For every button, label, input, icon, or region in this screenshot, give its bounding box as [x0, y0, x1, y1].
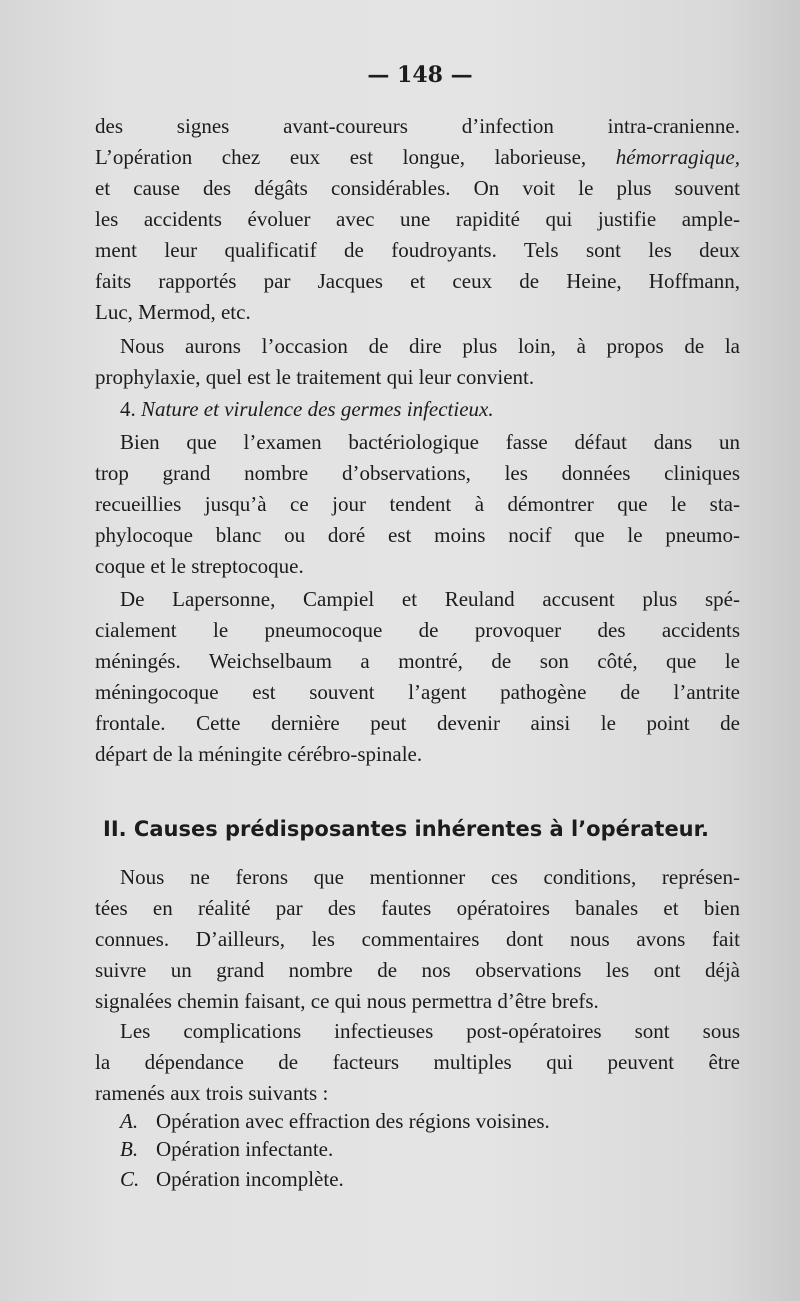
list-item-letter: C.: [120, 1167, 140, 1191]
list-item: [120, 1164, 740, 1194]
italic-word: hémorragique,: [615, 145, 740, 169]
text-line: prophylaxie, quel est le traitement qui leur convient.: [95, 365, 535, 389]
text-line: De Lapersonne, Campiel et Reuland accusent plus spé-: [120, 587, 740, 611]
text-line: Nous ne ferons que mentionner ces conditions, représen-: [120, 865, 740, 889]
text-line: la dépendance de facteurs multiples qui peuvent être: [95, 1050, 740, 1074]
text-line: méningés. Weichselbaum a montré, de son côté, que le: [95, 649, 740, 673]
text-line: Les complications infectieuses post-opératoires sont sous: [120, 1019, 740, 1043]
section-heading: II. Causes prédisposantes inhérentes à l’opérateur.: [103, 817, 709, 841]
text-line: ment leur qualificatif de foudroyants. Tels sont les deux: [95, 238, 740, 262]
text-line: les accidents évoluer avec une rapidité qui justifie ample-: [95, 207, 740, 231]
text-fragment: L’opération chez eux est longue, laborieuse,: [95, 145, 616, 169]
list-item-letter: A.: [120, 1109, 139, 1133]
page-number: — 148 —: [367, 62, 473, 88]
text-line: départ de la méningite cérébro-spinale.: [95, 742, 423, 766]
text-line: [95, 142, 740, 172]
text-line: Bien que l’examen bactériologique fasse défaut dans un: [120, 430, 740, 454]
text-line: trop grand nombre d’observations, les données cliniques: [95, 461, 740, 485]
text-line: faits rapportés par Jacques et ceux de Heine, Hoffmann,: [95, 269, 740, 293]
text-line: des signes avant-coureurs d’infection intra-cranienne.: [95, 114, 740, 138]
list-item-letter: B.: [120, 1137, 139, 1161]
text-line: coque et le streptocoque.: [95, 554, 304, 578]
subheading-number: 4.: [120, 397, 136, 421]
list-item-text: Opération avec effraction des régions voisines.: [156, 1109, 550, 1133]
text-line: et cause des dégâts considérables. On voit le plus souvent: [95, 176, 740, 200]
list-item-text: Opération incomplète.: [156, 1167, 344, 1191]
list-item: [120, 1134, 740, 1164]
text-line: Nous aurons l’occasion de dire plus loin, à propos de la: [120, 334, 740, 358]
text-line: signalées chemin faisant, ce qui nous permettra d’être brefs.: [95, 989, 599, 1013]
list-item: [120, 1106, 740, 1136]
text-line: recueillies jusqu’à ce jour tendent à démontrer que le sta-: [95, 492, 740, 516]
text-line: ramenés aux trois suivants :: [95, 1081, 329, 1105]
text-line: cialement le pneumocoque de provoquer des accidents: [95, 618, 740, 642]
text-line: suivre un grand nombre de nos observations les ont déjà: [95, 958, 740, 982]
text-line: frontale. Cette dernière peut devenir ainsi le point de: [95, 711, 740, 735]
text-line: tées en réalité par des fautes opératoires banales et bien: [95, 896, 740, 920]
subheading-text: Nature et virulence des germes infectieux.: [141, 397, 494, 421]
text-line: connues. D’ailleurs, les commentaires dont nous avons fait: [95, 927, 740, 951]
list-item-text: Opération infectante.: [156, 1137, 334, 1161]
text-line: Luc, Mermod, etc.: [95, 300, 251, 324]
text-line: phylocoque blanc ou doré est moins nocif que le pneumo-: [95, 523, 740, 547]
subheading: [120, 394, 740, 424]
text-line: méningocoque est souvent l’agent pathogène de l’antrite: [95, 680, 740, 704]
